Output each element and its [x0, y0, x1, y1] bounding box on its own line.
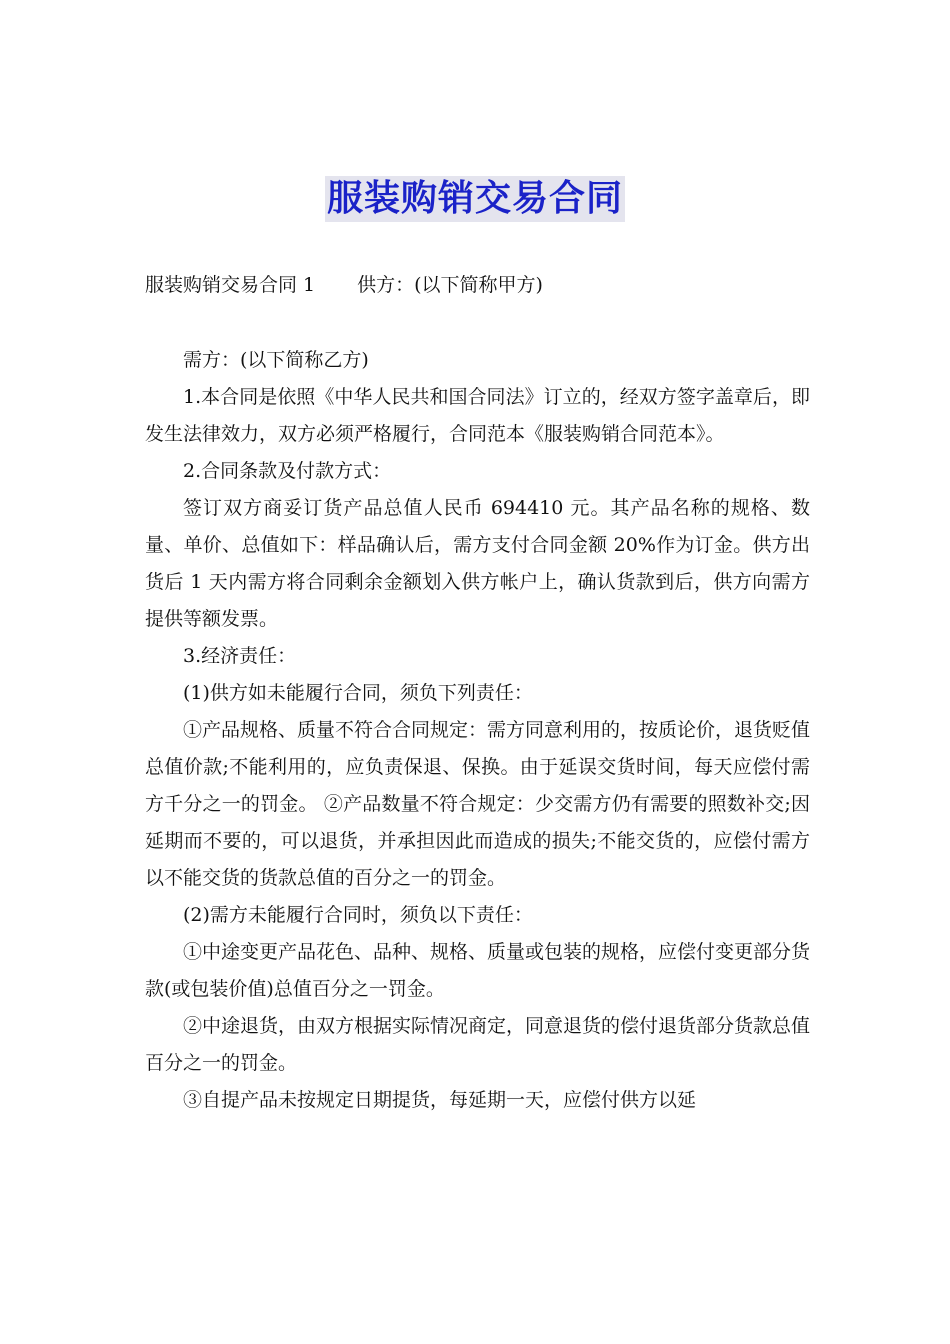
paragraph-buyer-liability-2: ②中途退货，由双方根据实际情况商定，同意退货的偿付退货部分货款总值百分之一的罚金。 [145, 1015, 811, 1074]
document-title: 服装购销交易合同 [325, 176, 625, 222]
paragraph-clause-2-body: 签订双方商妥订货产品总值人民币 694410 元。其产品名称的规格、数量、单价、总值如下：样品确认后，需方支付合同金额 20%作为订金。供方出货后 1 天内需方将合同剩余金额划入供方帐户上，确认货款到后，供方向需方提供等额发票。 [145, 497, 810, 630]
intro-supplier: 供方：(以下简称甲方) [357, 274, 543, 296]
paragraph-clause-3-heading: 3.经济责任： [183, 645, 297, 667]
paragraph-buyer-liability-heading: (2)需方未能履行合同时，须负以下责任： [183, 904, 533, 926]
paragraph-clause-2-heading: 2.合同条款及付款方式： [183, 460, 392, 482]
intro-line [145, 270, 825, 300]
contract-body [145, 342, 810, 1119]
paragraph-buyer-liability-3: ③自提产品未按规定日期提货，每延期一天，应偿付供方以延 [183, 1089, 697, 1111]
paragraph-supplier-liability-body: ①产品规格、质量不符合合同规定：需方同意利用的，按质论价，退货贬值总值价款;不能利用的，应负责保退、保换。由于延误交货时间，每天应偿付需方千分之一的罚金。 ②产品数量不符合规定：少交需方仍有需要的照数补交;因延期而不要的，可以退货，并承担因此而造成的损失;不能交货的，应偿付需方以不能交货的货款总值的百分之一的罚金。 [145, 719, 811, 889]
paragraph-clause-1: 1.本合同是依照《中华人民共和国合同法》订立的，经双方签字盖章后，即发生法律效力，双方必须严格履行，合同范本《服装购销合同范本》。 [145, 386, 810, 445]
paragraph-buyer-liability-1: ①中途变更产品花色、品种、规格、质量或包装的规格，应偿付变更部分货款(或包装价值)总值百分之一罚金。 [145, 941, 811, 1000]
paragraph-supplier-liability-heading: (1)供方如未能履行合同，须负下列责任： [183, 682, 533, 704]
intro-contract-name: 服装购销交易合同 1 [145, 274, 316, 296]
title-container [0, 176, 950, 222]
paragraph-buyer: 需方：(以下简称乙方) [183, 349, 369, 371]
